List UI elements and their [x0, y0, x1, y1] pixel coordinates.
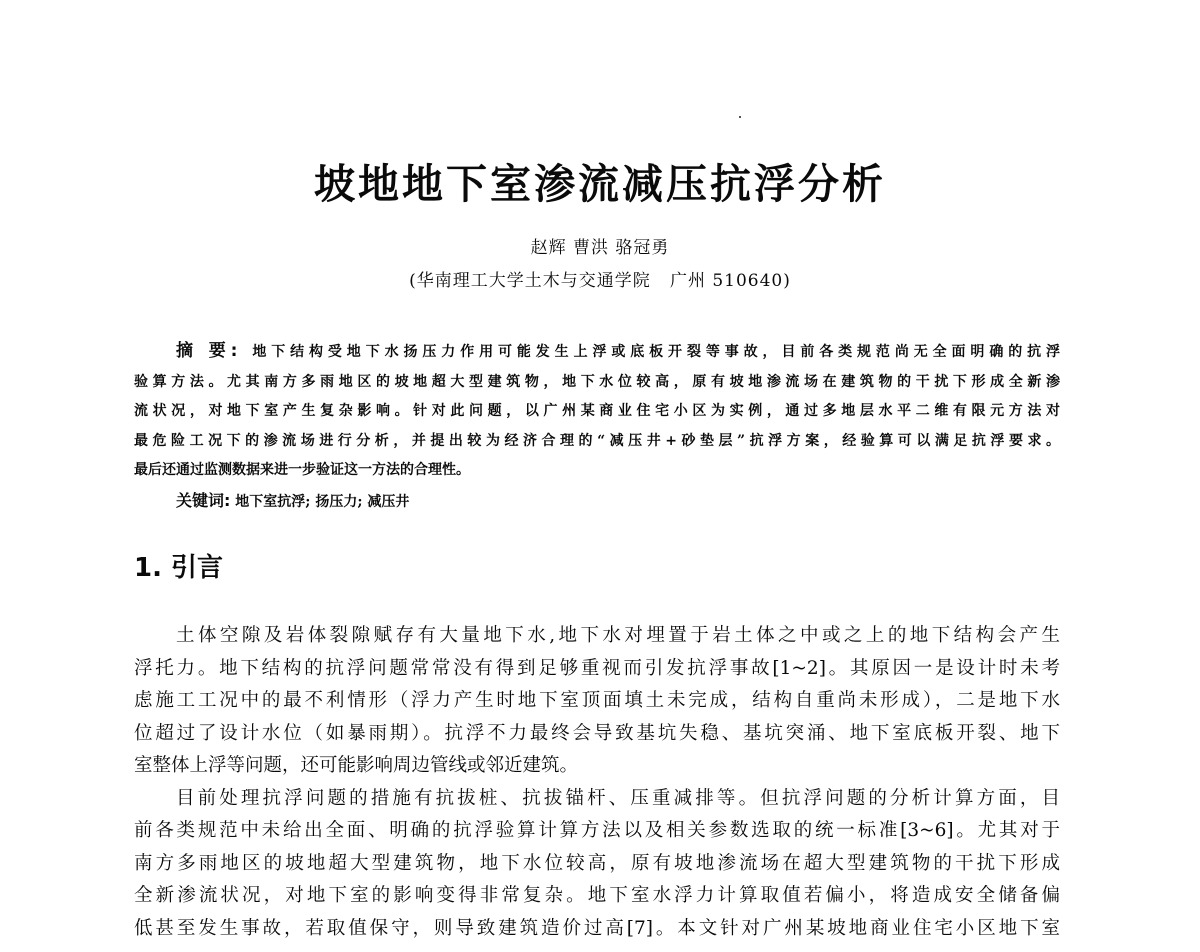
- abstract-line: 最危险工况下的渗流场进行分析，并提出较为经济合理的“减压井+砂垫层”抗浮方案，经验算可以满足抗浮要求。: [134, 432, 1060, 449]
- body-line: 室整体上浮等问题，还可能影响周边管线或邻近建筑。: [134, 755, 579, 776]
- abstract-line: 最后还通过监测数据来进一步验证这一方法的合理性。: [134, 462, 470, 478]
- keywords-label: 关键词:: [176, 491, 231, 510]
- affiliation: (华南理工大学土木与交通学院 广州 510640): [409, 271, 791, 291]
- body-line: 全新渗流状况，对地下室的影响变得非常复杂。地下室水浮力计算取值若偏小，将造成安全储备偏: [134, 885, 1060, 906]
- keywords: [176, 488, 409, 515]
- abstract-line: 验算方法。尤其南方多雨地区的坡地超大型建筑物，地下水位较高，原有坡地渗流场在建筑物的干扰下形成全新渗: [134, 373, 1060, 390]
- body-line: 浮托力。地下结构的抗浮问题常常没有得到足够重视而引发抗浮事故[1~2]。其原因一是设计时未考: [134, 657, 1060, 679]
- scan-speck: [739, 116, 741, 118]
- paper-title: 坡地地下室渗流减压抗浮分析: [314, 160, 886, 208]
- abstract: [134, 337, 1060, 486]
- abstract-line: 摘 要: 地下结构受地下水扬压力作用可能发生上浮或底板开裂等事故，目前各类规范尚无全面明确的抗浮: [176, 341, 1060, 361]
- body-line: 土体空隙及岩体裂隙赋存有大量地下水,地下水对埋置于岩土体之中或之上的地下结构会产生: [176, 625, 1060, 646]
- body-text: [134, 620, 1060, 945]
- body-line: 目前处理抗浮问题的措施有抗拔桩、抗拔锚杆、压重减排等。但抗浮问题的分析计算方面，目: [176, 787, 1060, 809]
- body-line: 位超过了设计水位（如暴雨期）。抗浮不力最终会导致基坑失稳、基坑突涌、地下室底板开裂、地下: [134, 722, 1060, 744]
- section-heading: 1. 引言: [134, 553, 224, 583]
- abstract-line: 流状况，对地下室产生复杂影响。针对此问题，以广州某商业住宅小区为实例，通过多地层水平二维有限元方法对: [134, 403, 1060, 419]
- abstract-label: 摘 要:: [176, 341, 238, 361]
- body-line: 低甚至发生事故，若取值保守，则导致建筑造价过高[7]。本文针对广州某坡地商业住宅小区地下室: [134, 917, 1060, 939]
- body-line: 南方多雨地区的坡地超大型建筑物，地下水位较高，原有坡地渗流场在超大型建筑物的干扰下形成: [134, 852, 1060, 874]
- keywords-text: 地下室抗浮; 扬压力; 减压井: [235, 494, 410, 510]
- author-list: 赵辉 曹洪 骆冠勇: [530, 238, 670, 258]
- body-line: 前各类规范中未给出全面、明确的抗浮验算计算方法以及相关参数选取的统一标准[3~6]。尤其对于: [134, 820, 1060, 841]
- body-line: 虑施工工况中的最不利情形（浮力产生时地下室顶面填土未完成，结构自重尚未形成），二是地下水: [134, 690, 1060, 711]
